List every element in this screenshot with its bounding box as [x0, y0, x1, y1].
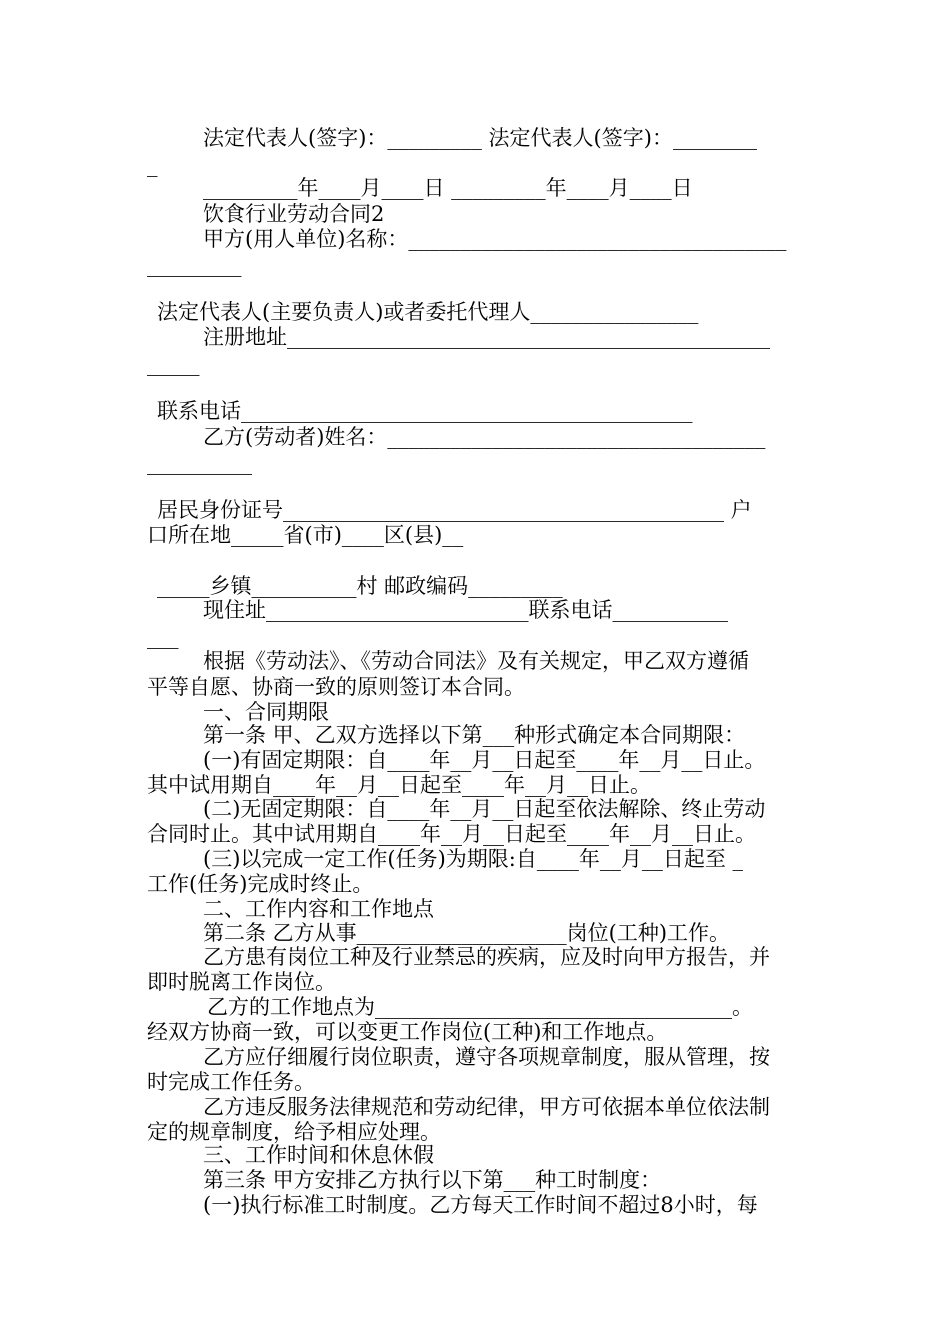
- paragraph-line: 合同时止。其中试用期自____年__月__日起至____年__月__日止。: [147, 822, 756, 846]
- paragraph-line: 时完成工作任务。: [147, 1070, 315, 1094]
- legal-representative: 法定代表人(主要负责人)或者委托代理人________________: [157, 300, 699, 324]
- paragraph-line: 根据《劳动法》、《劳动合同法》及有关规定，甲乙双方遵循: [203, 649, 749, 673]
- paragraph-line: (一)有固定期限：自____年__月__日起至____年__月__日止。: [203, 748, 766, 772]
- contract-title: 饮食行业劳动合同2: [203, 202, 385, 226]
- registered-address-wrap: _____: [147, 352, 200, 376]
- section-heading: 二、工作内容和工作地点: [203, 897, 434, 921]
- phone-line: 联系电话___________________________________________: [157, 399, 693, 423]
- paragraph-line: 其中试用期自____年__月__日起至____年__月__日止。: [147, 773, 651, 797]
- paragraph-line: 工作(任务)完成时终止。: [147, 872, 374, 896]
- paragraph-line: 定的规章制度，给予相应处理。: [147, 1120, 441, 1144]
- paragraph-line: (一)执行标准工时制度。乙方每天工作时间不超过8小时，每: [203, 1193, 758, 1217]
- signature-line: 法定代表人(签字)：_________ 法定代表人(签字)：________: [203, 126, 757, 150]
- current-address-wrap: ___: [147, 625, 179, 649]
- section-heading: 三、工作时间和休息休假: [203, 1143, 434, 1167]
- article-line: 第三条 甲方安排乙方执行以下第___种工时制度：: [203, 1168, 662, 1192]
- paragraph-line: 乙方应仔细履行岗位职责，遵守各项规章制度，服从管理，按: [203, 1045, 770, 1069]
- household-location: 口所在地_____省(市)____区(县)__: [147, 523, 464, 547]
- paragraph-line: 即时脱离工作岗位。: [147, 970, 336, 994]
- current-address: 现住址_________________________联系电话___________: [203, 598, 728, 622]
- party-b-name-wrap: __________: [147, 451, 252, 475]
- party-a-name-wrap: _________: [147, 253, 242, 277]
- paragraph-line: 乙方的工作地点为__________________________________。: [207, 995, 753, 1019]
- paragraph-line: 乙方违反服务法律规范和劳动纪律，甲方可依据本单位依法制: [203, 1095, 770, 1119]
- paragraph-line: (二)无固定期限：自____年__月__日起至依法解除、终止劳动: [203, 797, 766, 821]
- township-postcode: _____乡镇__________村 邮政编码_________: [157, 574, 563, 598]
- party-a-name: 甲方(用人单位)名称：____________________________________: [203, 227, 787, 251]
- section-heading: 一、合同期限: [203, 700, 329, 724]
- id-number: 居民身份证号__________________________________________ 户: [157, 498, 752, 522]
- paragraph-line: 平等自愿、协商一致的原则签订本合同。: [147, 675, 525, 699]
- party-b-name: 乙方(劳动者)姓名：____________________________________: [203, 425, 766, 449]
- registered-address: 注册地址______________________________________________: [203, 325, 770, 349]
- paragraph-line: 乙方患有岗位工种及行业禁忌的疾病，应及时向甲方报告，并: [203, 945, 770, 969]
- paragraph-line: 经双方协商一致，可以变更工作岗位(工种)和工作地点。: [147, 1020, 668, 1044]
- article-line: 第二条 乙方从事____________________岗位(工种)工作。: [203, 921, 731, 945]
- date-line: _________年____月____日 _________年____月____日: [203, 176, 693, 200]
- article-line: 第一条 甲、乙双方选择以下第___种形式确定本合同期限：: [203, 723, 746, 747]
- paragraph-line: (三)以完成一定工作(任务)为期限:自____年__月__日起至 _: [203, 847, 744, 871]
- signature-line-wrap: _: [147, 153, 158, 177]
